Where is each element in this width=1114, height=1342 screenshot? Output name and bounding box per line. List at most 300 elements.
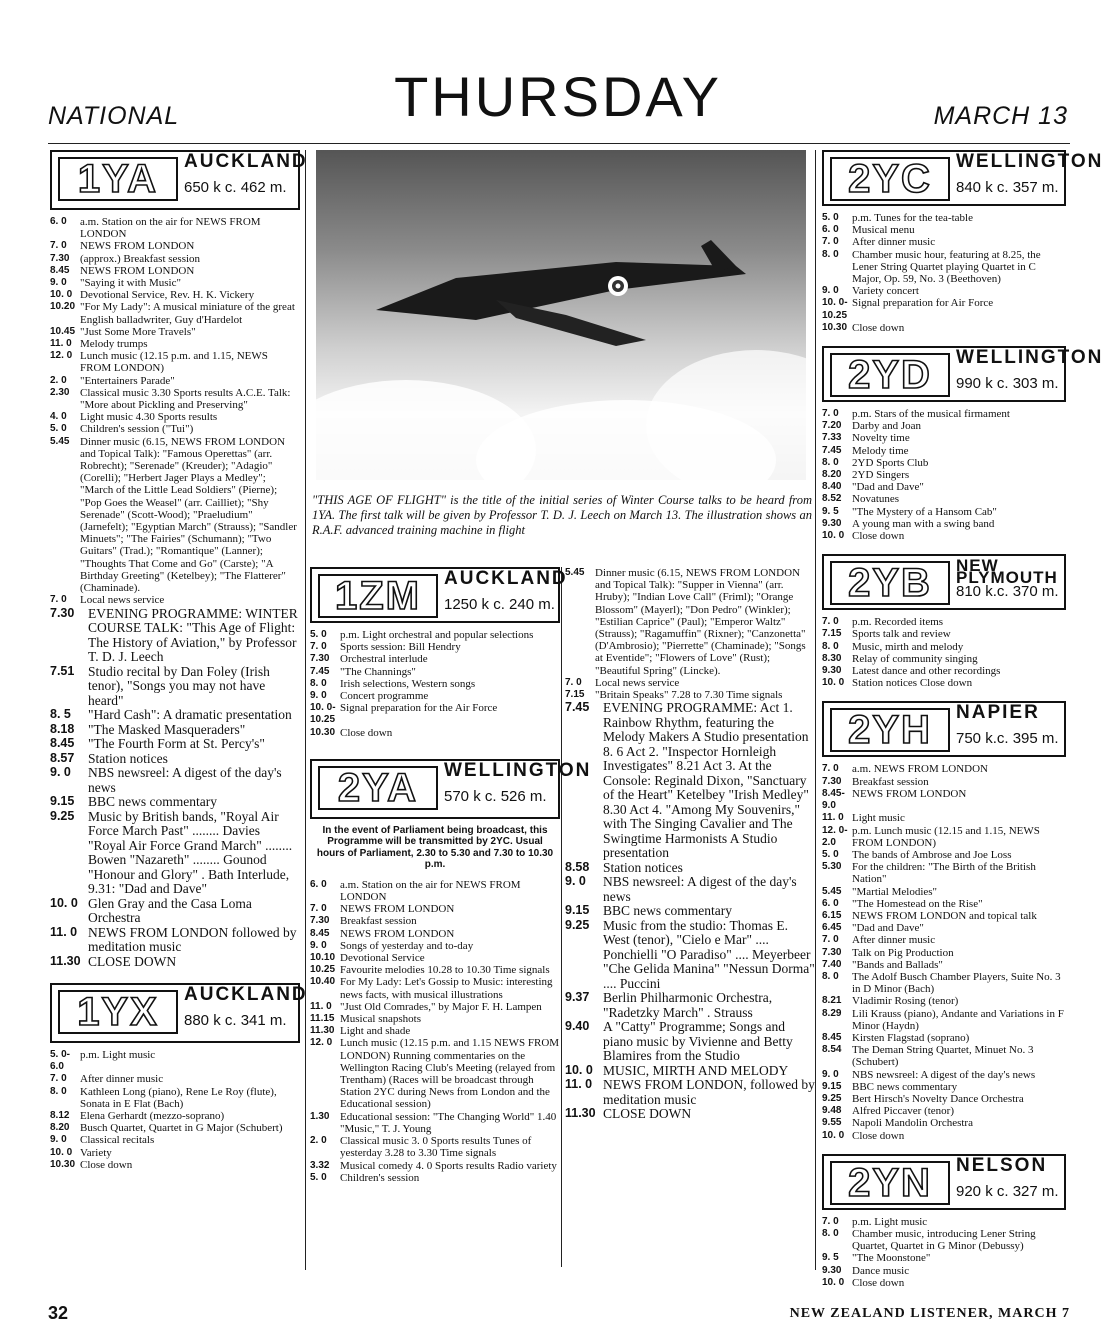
- column-1yA: [50, 150, 308, 1270]
- entry-time: 5.45: [565, 567, 585, 578]
- schedule-entry: [822, 297, 1066, 321]
- entry-description: Educational session: "The Changing World" 1.40 "Music," T. J. Young: [340, 1110, 557, 1135]
- schedule-entry: [50, 253, 300, 265]
- entry-time: 6. 0: [822, 224, 839, 236]
- entry-description: Latest dance and other recordings: [852, 665, 1001, 678]
- schedule-entry: [50, 375, 300, 387]
- entry-time: 10.25: [310, 964, 336, 976]
- station-callsign: 2YN: [830, 1161, 950, 1205]
- entry-description: After dinner music: [852, 236, 936, 249]
- schedule-entry: [310, 1037, 560, 1110]
- schedule-list-1yx: [50, 1049, 300, 1171]
- entry-description: NBS newsreel: A digest of the day's news: [88, 765, 282, 795]
- station-city: WELLINGTON: [444, 759, 592, 781]
- entry-time: 9.25: [565, 917, 590, 932]
- schedule-entry: [50, 594, 300, 606]
- entry-description: "Just Old Comrades," by Major F. H. Lampen: [340, 1000, 542, 1013]
- entry-description: MUSIC, MIRTH AND MELODY: [603, 1062, 789, 1078]
- schedule-entry: [822, 665, 1066, 677]
- entry-description: Novatunes: [852, 493, 900, 506]
- schedule-entry: [822, 224, 1066, 236]
- entry-time: 6.45: [822, 922, 842, 934]
- entry-description: p.m. Lunch music (12.15 and 1.15, NEWS FROM LONDON): [852, 824, 1040, 849]
- schedule-entry: [310, 1135, 560, 1159]
- entry-description: CLOSE DOWN: [88, 953, 177, 969]
- schedule-entry: [565, 1078, 815, 1107]
- entry-description: NEWS FROM LONDON and topical talk: [852, 909, 1037, 922]
- entry-description: Studio recital by Dan Foley (Irish tenor), "Songs you may not have heard": [88, 663, 270, 708]
- entry-description: NEWS FROM LONDON: [80, 264, 195, 277]
- schedule-entry: [822, 1032, 1066, 1044]
- entry-description: Variety: [80, 1146, 112, 1159]
- entry-time: 7.33: [822, 432, 842, 444]
- schedule-entry: [310, 727, 560, 739]
- schedule-entry: [822, 1265, 1066, 1277]
- entry-description: "Dad and Dave": [852, 922, 924, 935]
- column-2ya-evening: [565, 567, 815, 1267]
- entry-time: 2. 0: [50, 374, 67, 386]
- station-city: WELLINGTON: [956, 151, 1104, 172]
- entry-description: Orchestral interlude: [340, 653, 428, 666]
- schedule-entry: [50, 289, 300, 301]
- entry-time: 9.25: [822, 1092, 842, 1104]
- station-header-2yb: [822, 554, 1066, 610]
- entry-description: Variety concert: [852, 285, 919, 298]
- entry-description: p.m. Light music: [852, 1215, 928, 1228]
- schedule-entry: [50, 387, 300, 411]
- entry-time: 5. 0: [822, 848, 839, 860]
- entry-time: 8.54: [822, 1044, 842, 1056]
- entry-description: Sports session: Bill Hendry: [340, 641, 461, 654]
- schedule-entry: [50, 350, 300, 374]
- entry-time: 5. 0: [310, 1171, 327, 1183]
- schedule-entry: [822, 812, 1066, 824]
- entry-time: 9.15: [822, 1080, 842, 1092]
- schedule-list-2yb: [822, 616, 1066, 689]
- entry-description: Chamber music, introducing Lener String Quartet, Quartet in G Minor (Debussy): [852, 1227, 1036, 1253]
- header-rule: [48, 143, 1070, 144]
- entry-time: 7.30: [310, 653, 330, 665]
- entry-description: Sports talk and review: [852, 628, 951, 641]
- entry-description: NEWS FROM LONDON followed by meditation music: [88, 924, 297, 954]
- entry-time: 10.30: [310, 726, 336, 738]
- entry-time: 1.30: [310, 1110, 330, 1122]
- entry-description: Local news service: [595, 676, 680, 689]
- schedule-entry: [50, 423, 300, 435]
- schedule-list-2yh: [822, 763, 1066, 1141]
- schedule-entry: [822, 1252, 1066, 1264]
- entry-description: "The Moonstone": [852, 1252, 931, 1265]
- entry-description: Irish selections, Western songs: [340, 677, 476, 690]
- entry-description: Light and shade: [340, 1025, 411, 1038]
- entry-description: "Entertainers Parade": [80, 374, 175, 387]
- schedule-list-2ya-cont: [565, 567, 815, 701]
- entry-description: p.m. Tunes for the tea-table: [852, 212, 973, 224]
- schedule-entry: [822, 408, 1066, 420]
- station-city: NAPIER: [956, 702, 1040, 724]
- entry-description: Station notices: [603, 859, 683, 875]
- schedule-entry: [822, 1008, 1066, 1032]
- entry-time: 11. 0: [565, 1077, 593, 1092]
- column-other-stations: [822, 150, 1104, 1289]
- schedule-entry: [50, 326, 300, 338]
- schedule-entry: [310, 1025, 560, 1037]
- entry-time: 9. 0: [822, 285, 839, 297]
- entry-description: Musical snapshots: [340, 1013, 421, 1026]
- schedule-list-2yc: [822, 212, 1066, 334]
- station-callsign: 1ZM: [318, 574, 438, 618]
- entry-time: 8.20: [822, 469, 842, 481]
- schedule-entry: [310, 653, 560, 665]
- column-rule: [305, 150, 306, 1270]
- schedule-entry: [822, 1105, 1066, 1117]
- aircraft-icon: [316, 150, 806, 480]
- entry-description: Relay of community singing: [852, 652, 978, 665]
- entry-description: Vladimir Rosing (tenor): [852, 995, 959, 1008]
- entry-description: "Martial Melodies": [852, 885, 938, 898]
- entry-description: p.m. Recorded items: [852, 616, 944, 629]
- schedule-entry: [565, 991, 815, 1020]
- schedule-entry: [822, 530, 1066, 542]
- entry-time: 7. 0: [822, 763, 839, 775]
- entry-description: Kathleen Long (piano), Rene Le Roy (flute), Sonata in E Flat (Bach): [80, 1085, 277, 1110]
- schedule-entry: [310, 1013, 560, 1025]
- entry-description: Close down: [852, 1276, 905, 1289]
- station-city: NELSON: [956, 1154, 1048, 1176]
- entry-time: 8. 0: [50, 1085, 67, 1097]
- schedule-entry: [822, 506, 1066, 518]
- station-frequency: 880 k c. 341 m.: [184, 1012, 287, 1029]
- schedule-list-1ya: [50, 216, 300, 607]
- entry-description: Dinner music (6.15, NEWS FROM LONDON and Topical Talk): "Supper in Vienna" (arr. Hruby); "Indian Love Call" (Friml); "Orange Blossom" (Mayerl); "Don Pedro" (Winkler); "Estilian Caprice" (Paul); "Emperor Waltz" (Strauss); "Ragamuffin" (Rixner); "Canzonetta" (D'Ambrosio); "Pierrette" (Chaminade); "Songs at Eventide"; "Flowers of Love" (Rust); "Beautiful Spring" (Lincke).: [595, 567, 806, 677]
- schedule-entry: [565, 701, 815, 861]
- entry-time: 8.45-9.0: [822, 787, 845, 812]
- entry-description: BBC news commentary: [603, 903, 732, 919]
- schedule-entry: [822, 763, 1066, 775]
- schedule-entry: [822, 776, 1066, 788]
- entry-description: 2YD Singers: [852, 469, 910, 482]
- station-frequency: 650 k c. 462 m.: [184, 179, 287, 196]
- entry-time: 6. 0: [310, 878, 327, 890]
- entry-description: Melody trumps: [80, 338, 148, 351]
- entry-description: Alfred Piccaver (tenor): [852, 1105, 955, 1118]
- schedule-entry: [822, 947, 1066, 959]
- schedule-entry: [822, 322, 1066, 334]
- entry-time: 10. 0: [50, 895, 78, 910]
- entry-time: 9.37: [565, 990, 590, 1005]
- entry-time: 9. 0: [50, 1134, 67, 1146]
- schedule-entry: [822, 910, 1066, 922]
- entry-description: "The Mystery of a Hansom Cab": [852, 505, 997, 518]
- entry-time: 7.45: [565, 700, 590, 715]
- entry-time: 5.45: [822, 885, 842, 897]
- entry-description: EVENING PROGRAMME: Act 1. Rainbow Rhythm, featuring the Melody Makers A Studio presentation 8. 6 Act 2. "Inspector Hornleigh Investigates" 8.21 Act 3. At the Console: Reginald Dixon, "Sanctuary of the Heart" Ketelbey "Irish Medley" 8.30 Act 4. "Among My Souvenirs," with The Singing Cavalier and The Swingtime Harmonists A Studio presentation: [603, 700, 809, 861]
- entry-description: Close down: [852, 1129, 905, 1142]
- entry-time: 10. 0: [50, 289, 73, 301]
- entry-time: 10. 0: [565, 1062, 593, 1077]
- schedule-entry: [50, 607, 300, 665]
- entry-description: NEWS FROM LONDON, followed by meditation music: [603, 1077, 815, 1107]
- entry-time: 11. 0: [50, 338, 72, 350]
- entry-time: 9. 5: [822, 1252, 839, 1264]
- schedule-entry: [822, 249, 1066, 286]
- entry-description: Classical music 3.30 Sports results A.C.E. Talk: "More about Pickling and Preserving": [80, 386, 291, 412]
- entry-time: 9. 5: [822, 505, 839, 517]
- schedule-entry: [822, 934, 1066, 946]
- station-header-2yn: [822, 1154, 1066, 1210]
- entry-time: 10. 0-10.25: [310, 702, 336, 726]
- entry-description: Napoli Mandolin Orchestra: [852, 1117, 973, 1130]
- entry-time: 6.15: [822, 909, 842, 921]
- entry-time: 7.45: [822, 444, 842, 456]
- schedule-entry: [50, 1134, 300, 1146]
- entry-description: Classical recitals: [80, 1134, 155, 1147]
- entry-description: "Just Some More Travels": [80, 325, 196, 338]
- schedule-entry: [50, 411, 300, 423]
- entry-time: 9. 0: [310, 939, 327, 951]
- entry-time: 5.30: [822, 861, 842, 873]
- page-number: 32: [48, 1303, 69, 1323]
- parliament-note: In the event of Parliament being broadcast, this Programme will be transmitted by 2YC. Usual hours of Parliament, 2.30 to 5.30 and 7.30 to 10.30 p.m.: [316, 824, 554, 871]
- entry-description: Talk on Pig Production: [852, 946, 954, 959]
- entry-description: BBC news commentary: [88, 794, 217, 809]
- entry-time: 5. 0: [310, 629, 327, 640]
- schedule-list-2ya: [310, 879, 560, 1184]
- station-header-2yd: [822, 346, 1104, 402]
- entry-description: NBS newsreel: A digest of the day's news: [603, 874, 797, 904]
- entry-time: 8.20: [50, 1122, 70, 1134]
- entry-time: 11. 0: [50, 924, 78, 939]
- entry-time: 10.45: [50, 325, 76, 337]
- entry-time: 11.30: [50, 953, 81, 968]
- entry-time: 2. 0: [310, 1135, 327, 1147]
- entry-time: 11.15: [310, 1013, 335, 1025]
- entry-time: 10. 0: [822, 1276, 845, 1288]
- station-city: NEW PLYMOUTH: [956, 556, 1058, 588]
- entry-time: 4. 0: [50, 411, 67, 423]
- schedule-entry: [50, 766, 300, 795]
- entry-description: Dance music: [852, 1264, 910, 1277]
- entry-time: 11. 0: [822, 812, 844, 824]
- entry-time: 8.21: [822, 995, 842, 1007]
- entry-time: 6. 0: [50, 216, 67, 227]
- station-header-1zm: [310, 567, 568, 623]
- schedule-entry: [565, 861, 815, 876]
- station-frequency: 570 k c. 526 m.: [444, 787, 547, 805]
- entry-time: 7.30: [822, 775, 842, 787]
- entry-description: "Hard Cash": A dramatic presentation: [88, 707, 292, 722]
- schedule-entry: [822, 653, 1066, 665]
- schedule-entry: [822, 1277, 1066, 1289]
- evening-programme-1ya: [50, 607, 300, 970]
- schedule-entry: [822, 481, 1066, 493]
- entry-description: For My Lady: Let's Gossip to Music: interesting news facts, with musical illustrations: [340, 976, 553, 1001]
- schedule-entry: [822, 420, 1066, 432]
- column-rule: [561, 567, 562, 1267]
- schedule-entry: [50, 1049, 300, 1073]
- schedule-entry: [565, 677, 815, 689]
- schedule-entry: [310, 915, 560, 927]
- entry-description: Melody time: [852, 444, 909, 457]
- entry-time: 7. 0: [50, 240, 67, 252]
- schedule-entry: [310, 641, 560, 653]
- station-callsign: 2YC: [830, 157, 950, 201]
- entry-time: 9.55: [822, 1117, 842, 1129]
- entry-description: NBS newsreel: A digest of the day's news: [852, 1068, 1036, 1081]
- schedule-entry: [50, 1110, 300, 1122]
- schedule-entry: [822, 1117, 1066, 1129]
- schedule-entry: [822, 898, 1066, 910]
- schedule-entry: [50, 795, 300, 810]
- entry-description: "Bands and Ballads": [852, 958, 943, 971]
- entry-description: NEWS FROM LONDON: [340, 903, 455, 916]
- entry-description: Devotional Service, Rev. H. K. Vickery: [80, 289, 255, 302]
- entry-time: 11.30: [565, 1106, 596, 1121]
- entry-description: Children's session ("Tui"): [80, 423, 194, 436]
- entry-description: Music from the studio: Thomas E. West (tenor), "Cielo e Mar" .... Ponchielli "O Paradiso" .... Meyerbeer "Che Gelida Manina" "Nessun Dorma" .... Puccini: [603, 917, 815, 991]
- entry-description: Close down: [852, 321, 905, 334]
- entry-description: "The Channings": [340, 665, 416, 678]
- schedule-entry: [822, 849, 1066, 861]
- schedule-entry: [822, 212, 1066, 224]
- station-header-2yh: [822, 701, 1066, 757]
- entry-description: Musical menu: [852, 224, 915, 237]
- schedule-entry: [50, 1122, 300, 1134]
- entry-time: 9.40: [565, 1019, 590, 1034]
- entry-time: 7.40: [822, 958, 842, 970]
- entry-time: 7. 0: [822, 408, 839, 420]
- entry-time: 8.45: [50, 736, 75, 750]
- entry-description: "The Homestead on the Rise": [852, 897, 983, 910]
- entry-time: 7.51: [50, 663, 75, 678]
- entry-time: 7.20: [822, 420, 842, 432]
- entry-description: "The Masked Masqueraders": [88, 721, 246, 737]
- publication-footer: NEW ZEALAND LISTENER, MARCH 7: [789, 1306, 1070, 1321]
- schedule-entry: [50, 752, 300, 767]
- entry-description: BBC news commentary: [852, 1080, 958, 1093]
- entry-time: 8.58: [565, 859, 590, 874]
- entry-time: 8.29: [822, 1007, 842, 1019]
- entry-description: Concert programme: [340, 690, 429, 703]
- entry-description: Lili Krauss (piano), Andante and Variations in F Minor (Haydn): [852, 1007, 1064, 1032]
- schedule-entry: [822, 971, 1066, 995]
- entry-time: 7.30: [50, 605, 75, 620]
- schedule-entry: [822, 995, 1066, 1007]
- schedule-entry: [565, 1020, 815, 1064]
- schedule-entry: [822, 457, 1066, 469]
- entry-time: 7. 0: [565, 676, 582, 688]
- entry-time: 9.15: [565, 903, 590, 918]
- entry-description: Signal preparation for the Air Force: [340, 702, 498, 715]
- entry-description: For the children: "The Birth of the British Nation": [852, 861, 1036, 886]
- station-city: AUCKLAND: [444, 568, 568, 589]
- photo-caption: "THIS AGE OF FLIGHT" is the title of the initial series of Winter Course talks to be heard from 1YA. The first talk will be given by Professor T. D. J. Leech on March 13. The illustration shows an R.A.F. advanced training machine in flight: [312, 493, 812, 537]
- schedule-entry: [822, 616, 1066, 628]
- entry-time: 7. 0: [822, 236, 839, 248]
- station-header-1yx: [50, 983, 308, 1043]
- entry-description: Songs of yesterday and to-day: [340, 939, 474, 952]
- station-city: AUCKLAND: [184, 984, 308, 1005]
- entry-time: 10.40: [310, 976, 336, 988]
- schedule-entry: [50, 338, 300, 350]
- station-header-1ya: [50, 150, 308, 210]
- date-label: MARCH 13: [933, 102, 1068, 130]
- entry-description: CLOSE DOWN: [603, 1106, 692, 1122]
- entry-description: Close down: [80, 1158, 133, 1171]
- schedule-entry: [50, 708, 300, 723]
- schedule-entry: [310, 666, 560, 678]
- entry-description: Devotional Service: [340, 952, 425, 965]
- schedule-list-1zm: [310, 629, 560, 739]
- schedule-entry: [822, 236, 1066, 248]
- schedule-entry: [565, 919, 815, 992]
- schedule-entry: [310, 879, 560, 903]
- entry-time: 7.15: [565, 689, 585, 701]
- schedule-entry: [822, 493, 1066, 505]
- schedule-entry: [310, 1160, 560, 1172]
- schedule-entry: [310, 903, 560, 915]
- entry-time: 9.30: [822, 1264, 842, 1276]
- entry-time: 12. 0-2.0: [822, 824, 848, 848]
- schedule-entry: [822, 677, 1066, 689]
- page-header: [48, 64, 1068, 134]
- entry-description: Bert Hirsch's Novelty Dance Orchestra: [852, 1092, 1024, 1105]
- entry-description: p.m. Light orchestral and popular selections: [340, 629, 534, 641]
- entry-description: Dinner music (6.15, NEWS FROM LONDON and Topical Talk): "Famous Operettas" (arr. Robrecht); "Serenade" (Kreuder); "Adagio" (Corelli); "Herbert Jager Plays a Medley"; "March of the Little Lead Soldiers" (Pierne); "Pop Goes the Weasel" (arr. Cailliet); "Shy Serenade" (Scott-Wood); "Praeludium" (Jarnefelt); "Egyptian March" (Strauss); "Sandler Minuets"; "The Fairies" (Schumann); "Two Guitars" (Trad.); "Romantique" (Lanner); "Thoughts That Come and Go" (Carste); "A Birthday Greeting" (Ketelbey); "The Flatterer" (Chaminade).: [80, 435, 297, 595]
- entry-description: Signal preparation for Air Force: [852, 297, 994, 310]
- schedule-entry: [822, 1130, 1066, 1142]
- schedule-entry: [822, 959, 1066, 971]
- schedule-entry: [822, 1069, 1066, 1081]
- station-frequency: 920 k c. 327 m.: [956, 1182, 1059, 1200]
- schedule-entry: [50, 277, 300, 289]
- entry-description: Glen Gray and the Casa Loma Orchestra: [88, 895, 252, 925]
- entry-time: 9. 0: [822, 1068, 839, 1080]
- station-callsign: 2YA: [318, 766, 438, 810]
- station-frequency: 750 k.c. 395 m.: [956, 730, 1059, 748]
- schedule-entry: [565, 904, 815, 919]
- entry-description: Station notices Close down: [852, 677, 973, 690]
- schedule-entry: [50, 301, 300, 325]
- entry-time: 12. 0: [310, 1037, 333, 1049]
- aircraft-photo: [316, 150, 806, 480]
- schedule-entry: [310, 629, 560, 641]
- entry-time: 10.10: [310, 952, 336, 964]
- entry-description: "Dad and Dave": [852, 481, 924, 494]
- entry-time: 11.30: [310, 1025, 335, 1037]
- schedule-entry: [565, 875, 815, 904]
- entry-time: 7. 0: [50, 594, 67, 606]
- entry-description: "Saying it with Music": [80, 277, 181, 290]
- schedule-entry: [565, 1064, 815, 1079]
- entry-description: A "Catty" Programme; Songs and piano music by Vivienne and Betty Blamires from the Studio: [603, 1019, 793, 1064]
- entry-description: After dinner music: [80, 1073, 164, 1086]
- entry-time: 10.30: [50, 1158, 76, 1170]
- entry-time: 9.30: [822, 517, 842, 529]
- entry-time: 10.20: [50, 301, 76, 313]
- entry-time: 9. 0: [50, 277, 67, 289]
- entry-time: 8. 0: [310, 677, 327, 689]
- schedule-entry: [822, 1216, 1066, 1228]
- entry-time: 7. 0: [310, 903, 327, 915]
- entry-time: 9.30: [822, 665, 842, 677]
- entry-time: 10.30: [822, 321, 848, 333]
- entry-description: Music by British bands, "Royal Air Force March Past" ........ Davies "Royal Air Force Grand March" ........ Bowen "Nazareth" ........ Gounod "Honour and Glory" . Bath Interlude, 9.31: "Dad and Dave": [88, 808, 293, 896]
- entry-time: 7.45: [310, 665, 330, 677]
- schedule-entry: [50, 1073, 300, 1085]
- entry-description: "For My Lady": A musical miniature of the great English balladwriter, Guy d'Hardelot: [80, 301, 295, 326]
- entry-description: Close down: [852, 530, 905, 543]
